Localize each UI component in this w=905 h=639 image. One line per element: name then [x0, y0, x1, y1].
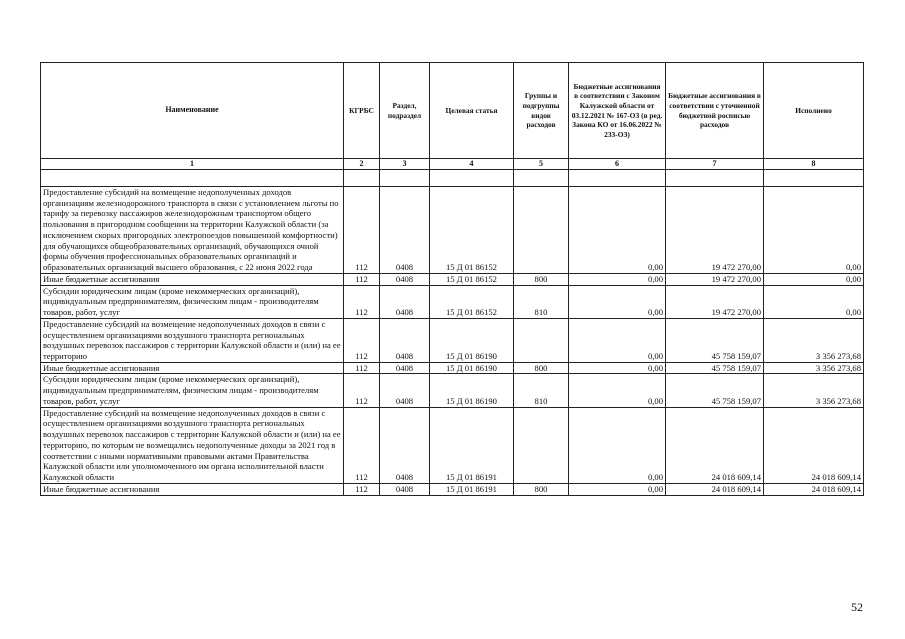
row-kgrbs: 112 [344, 318, 380, 362]
column-number: 2 [344, 159, 380, 170]
row-razdel: 0408 [380, 187, 430, 274]
row-refined: 24 018 609,14 [666, 483, 764, 495]
row-refined: 45 758 159,07 [666, 362, 764, 374]
row-name: Субсидии юридическим лицам (кроме некоммерческих организаций), индивидуальным предпринимателям, физическим лицам - производителям товаров, работ, услуг [41, 285, 344, 318]
row-name: Предоставление субсидий на возмещение недополученных доходов в связи с осуществлением организациями воздушного транспорта региональных воздушных перевозок пассажиров с территории Калужской области и (или) на ее территорию, по которым не возмещались недополученные доходы за 2021 год в соответствии с иными нормативными правовыми актами Правительства Калужской области или уполномоченного им органа исполнительной власти Калужской области [41, 407, 344, 483]
column-number: 7 [666, 159, 764, 170]
row-razdel: 0408 [380, 273, 430, 285]
row-target: 15 Д 01 86191 [430, 407, 514, 483]
column-number: 1 [41, 159, 344, 170]
row-kgrbs: 112 [344, 362, 380, 374]
row-refined: 19 472 270,00 [666, 285, 764, 318]
row-razdel: 0408 [380, 285, 430, 318]
row-law: 0,00 [569, 483, 666, 495]
row-name: Иные бюджетные ассигнования [41, 483, 344, 495]
header-razdel: Раздел, подраздел [380, 63, 430, 159]
spacer-row [41, 170, 864, 187]
row-target: 15 Д 01 86152 [430, 273, 514, 285]
header-name: Наименование [41, 63, 344, 159]
row-kgrbs: 112 [344, 483, 380, 495]
row-executed: 0,00 [764, 187, 864, 274]
column-number: 6 [569, 159, 666, 170]
row-razdel: 0408 [380, 374, 430, 407]
row-razdel: 0408 [380, 362, 430, 374]
row-executed: 0,00 [764, 273, 864, 285]
column-number-row [41, 159, 864, 170]
row-law: 0,00 [569, 362, 666, 374]
row-executed: 24 018 609,14 [764, 407, 864, 483]
budget-table [40, 62, 864, 496]
row-refined: 24 018 609,14 [666, 407, 764, 483]
row-executed: 3 356 273,68 [764, 362, 864, 374]
row-group [514, 187, 569, 274]
row-refined: 45 758 159,07 [666, 374, 764, 407]
row-kgrbs: 112 [344, 187, 380, 274]
table-row [41, 273, 864, 285]
header-kgrbs: КГРБС [344, 63, 380, 159]
row-name: Иные бюджетные ассигнования [41, 362, 344, 374]
row-law: 0,00 [569, 285, 666, 318]
row-target: 15 Д 01 86152 [430, 285, 514, 318]
row-group: 800 [514, 483, 569, 495]
row-kgrbs: 112 [344, 273, 380, 285]
row-name: Предоставление субсидий на возмещение недополученных доходов организациям железнодорожного транспорта в связи с установлением льготы по тарифу за перевозку пассажиров железнодорожным транспортом общего пользования в пригородном сообщении на территории Калужской области (за исключением скорых пригородных электропоездов повышенной комфортности) для обучающихся общеобразовательных организаций, обучающихся очной формы обучения профессиональных образовательных организаций и образовательных организаций высшего образования, с 22 июня 2022 года [41, 187, 344, 274]
row-law: 0,00 [569, 407, 666, 483]
row-law: 0,00 [569, 318, 666, 362]
table-row [41, 374, 864, 407]
row-target: 15 Д 01 86152 [430, 187, 514, 274]
row-group: 810 [514, 285, 569, 318]
row-group: 800 [514, 273, 569, 285]
row-law: 0,00 [569, 273, 666, 285]
column-number: 4 [430, 159, 514, 170]
row-target: 15 Д 01 86190 [430, 318, 514, 362]
document-page [40, 62, 863, 496]
row-executed: 24 018 609,14 [764, 483, 864, 495]
table-row [41, 362, 864, 374]
row-group: 800 [514, 362, 569, 374]
column-number: 5 [514, 159, 569, 170]
table-row [41, 285, 864, 318]
row-target: 15 Д 01 86190 [430, 374, 514, 407]
header-groups: Группы и подгруппы видов расходов [514, 63, 569, 159]
header-assign-law: Бюджетные ассигнования в соответствии с Законом Калужской области от 03.12.2021 № 167-ОЗ (в ред. Закона КО от 16.06.2022 № 233-ОЗ) [569, 63, 666, 159]
row-executed: 0,00 [764, 285, 864, 318]
page-number: 52 [851, 600, 863, 614]
row-law: 0,00 [569, 187, 666, 274]
row-razdel: 0408 [380, 483, 430, 495]
row-razdel: 0408 [380, 318, 430, 362]
row-group: 810 [514, 374, 569, 407]
row-name: Субсидии юридическим лицам (кроме некоммерческих организаций), индивидуальным предпринимателям, физическим лицам - производителям товаров, работ, услуг [41, 374, 344, 407]
table-row [41, 187, 864, 274]
header-target: Целевая статья [430, 63, 514, 159]
table-row [41, 483, 864, 495]
row-kgrbs: 112 [344, 374, 380, 407]
row-name: Предоставление субсидий на возмещение недополученных доходов в связи с осуществлением организациями воздушного транспорта региональных воздушных перевозок пассажиров с территории Калужской области и (или) на ее территорию [41, 318, 344, 362]
row-target: 15 Д 01 86190 [430, 362, 514, 374]
column-number: 8 [764, 159, 864, 170]
row-target: 15 Д 01 86191 [430, 483, 514, 495]
row-refined: 19 472 270,00 [666, 187, 764, 274]
row-refined: 45 758 159,07 [666, 318, 764, 362]
row-kgrbs: 112 [344, 407, 380, 483]
column-number: 3 [380, 159, 430, 170]
header-assign-refined: Бюджетные ассигнования в соответствии с уточненной бюджетной росписью расходов [666, 63, 764, 159]
row-executed: 3 356 273,68 [764, 374, 864, 407]
row-group [514, 407, 569, 483]
row-refined: 19 472 270,00 [666, 273, 764, 285]
row-executed: 3 356 273,68 [764, 318, 864, 362]
row-razdel: 0408 [380, 407, 430, 483]
row-law: 0,00 [569, 374, 666, 407]
table-row [41, 407, 864, 483]
row-name: Иные бюджетные ассигнования [41, 273, 344, 285]
row-group [514, 318, 569, 362]
table-header-row [41, 63, 864, 159]
header-executed: Исполнено [764, 63, 864, 159]
table-row [41, 318, 864, 362]
row-kgrbs: 112 [344, 285, 380, 318]
